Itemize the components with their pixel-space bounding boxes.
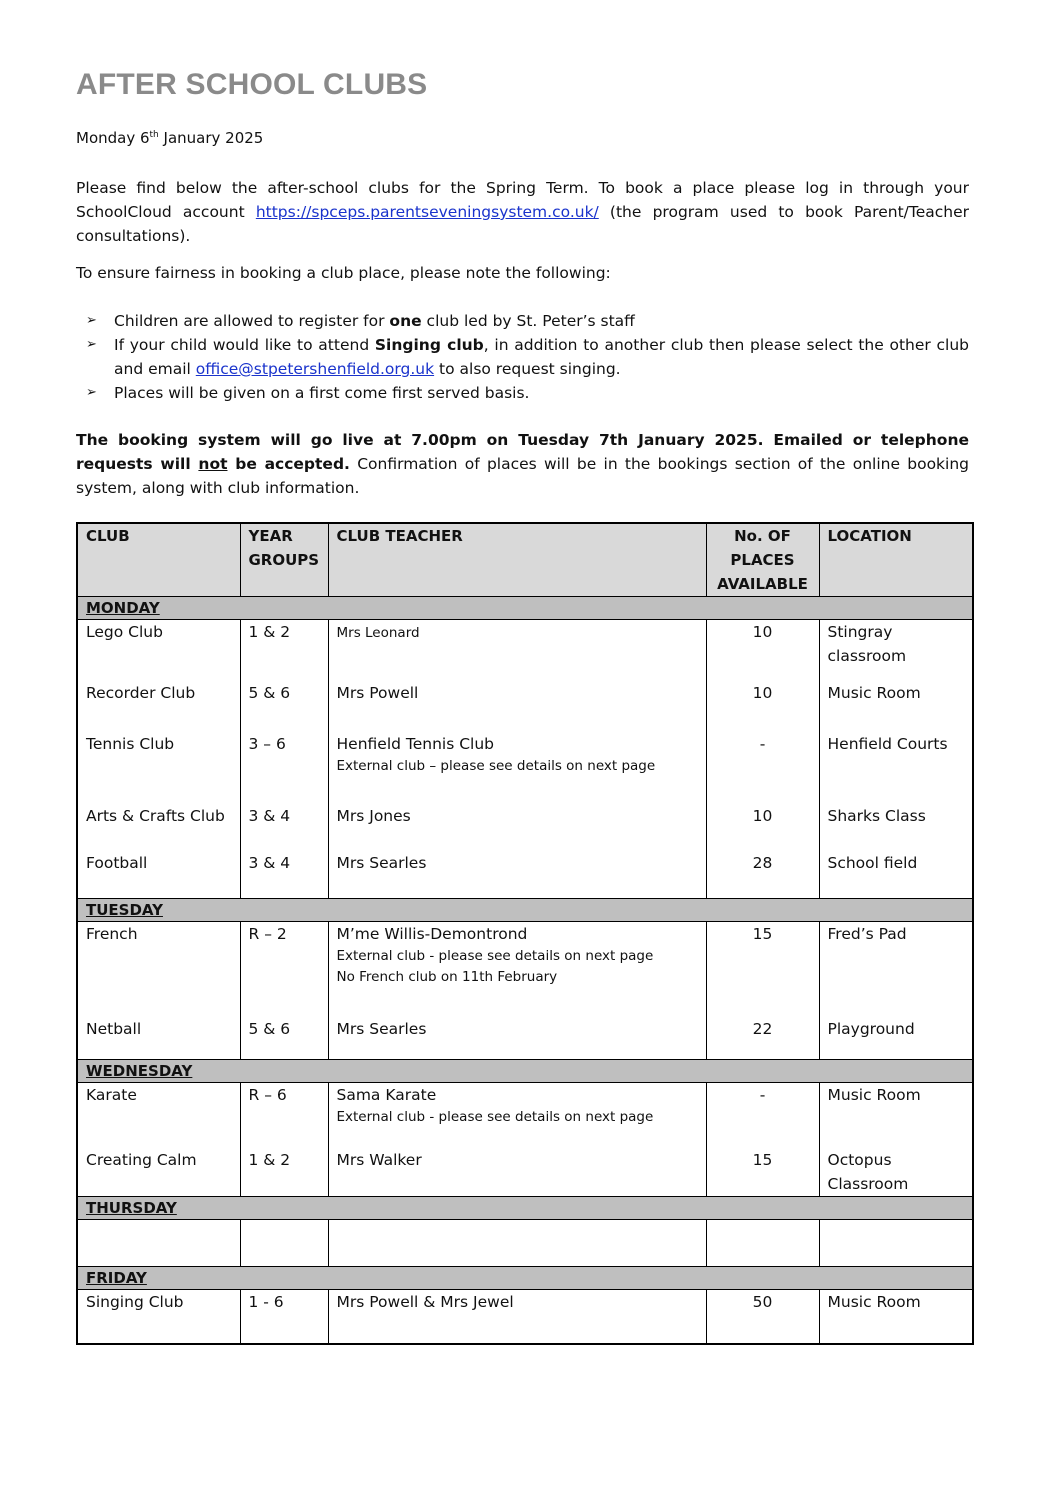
places-available-cell: -	[706, 732, 819, 804]
table-row	[77, 620, 973, 681]
booking-go-live-text: The booking system will go live at 7.00pm on Tuesday 7th January 2025. Emailed or telephone requests will	[76, 431, 969, 473]
list-item	[76, 381, 969, 405]
day-label: FRIDAY	[86, 1268, 147, 1287]
location-cell	[819, 1219, 973, 1266]
year-groups-cell: 3 & 4	[240, 851, 328, 899]
clubs-table	[76, 522, 974, 1345]
places-available-cell: 50	[706, 1289, 819, 1344]
location-cell: Playground	[819, 1017, 973, 1060]
club-name-cell: Singing Club	[77, 1289, 240, 1344]
teacher-name: M’me Willis-Demontrond	[336, 925, 528, 943]
table-row	[77, 851, 973, 899]
booking-accepted-text: be accepted.	[227, 455, 350, 473]
club-teacher-cell	[328, 1083, 706, 1148]
year-groups-cell: 1 & 2	[240, 1148, 328, 1197]
fairness-note: To ensure fairness in booking a club place, please note the following:	[76, 264, 611, 282]
club-name-cell: Arts & Crafts Club	[77, 804, 240, 851]
location-cell: School field	[819, 851, 973, 899]
header-places-line3: AVAILABLE	[717, 575, 808, 593]
rules-list	[76, 309, 969, 405]
club-name-cell: Creating Calm	[77, 1148, 240, 1197]
club-teacher-cell	[328, 851, 706, 899]
table-row	[77, 1083, 973, 1148]
year-groups-cell: R – 6	[240, 1083, 328, 1148]
teacher-name: Mrs Searles	[336, 1019, 427, 1038]
intro-text-end: (the program used to book Parent/Teacher consultations).	[76, 203, 969, 245]
places-available-cell: -	[706, 1083, 819, 1148]
booking-paragraph	[76, 428, 969, 500]
header-places-line1: No. OF	[734, 527, 791, 545]
club-teacher-cell	[328, 1219, 706, 1266]
schoolcloud-link[interactable]: https://spceps.parentseveningsystem.co.uk/	[255, 203, 599, 221]
arrow-bullet-icon: ➢	[86, 337, 97, 352]
teacher-name: Mrs Leonard	[336, 625, 420, 641]
location-cell: Stingray classroom	[819, 620, 973, 681]
header-year-line2: GROUPS	[248, 551, 320, 569]
club-teacher-cell	[328, 620, 706, 681]
club-teacher-cell	[328, 1148, 706, 1197]
club-name-cell: Recorder Club	[77, 681, 240, 732]
office-email-link[interactable]: office@stpetershenfield.org.uk	[195, 360, 435, 378]
list-item	[76, 309, 969, 333]
teacher-name: Mrs Walker	[336, 1150, 422, 1169]
day-label: TUESDAY	[86, 901, 163, 919]
day-header-row	[77, 1196, 973, 1219]
rule-text: Places will be given on a first come first served basis.	[114, 384, 530, 402]
arrow-bullet-icon: ➢	[86, 313, 97, 328]
location-cell: Fred’s Pad	[819, 922, 973, 1017]
day-header-cell	[77, 1196, 973, 1219]
teacher-name: Henfield Tennis Club	[336, 734, 495, 753]
day-label: WEDNESDAY	[86, 1062, 193, 1080]
location-cell: Music Room	[819, 1083, 973, 1148]
header-year-groups	[240, 523, 328, 597]
year-groups-cell: 1 & 2	[240, 620, 328, 681]
intro-text: Please find below the after-school clubs for the Spring Term. To book a place please log in through your SchoolCloud account	[76, 179, 969, 221]
places-available-cell: 15	[706, 922, 819, 1017]
table-row	[77, 1148, 973, 1197]
places-available-cell	[706, 1219, 819, 1266]
club-name-cell: French	[77, 922, 240, 1017]
places-available-cell: 28	[706, 851, 819, 899]
day-label: MONDAY	[86, 599, 160, 617]
header-location: LOCATION	[819, 523, 973, 597]
table-row	[77, 804, 973, 851]
date-day: Monday 6	[76, 129, 150, 147]
club-note: External club - please see details on next page	[336, 1109, 654, 1125]
table-row	[77, 1289, 973, 1344]
table-row	[77, 1219, 973, 1266]
year-groups-cell: R – 2	[240, 922, 328, 1017]
rule-text: If your child would like to attend	[114, 336, 375, 354]
year-groups-cell: 1 - 6	[240, 1289, 328, 1344]
intro-paragraph	[76, 176, 969, 248]
club-name-cell: Netball	[77, 1017, 240, 1060]
year-groups-cell: 3 & 4	[240, 804, 328, 851]
year-groups-cell: 3 – 6	[240, 732, 328, 804]
club-name-cell: Football	[77, 851, 240, 899]
header-club-teacher: CLUB TEACHER	[328, 523, 706, 597]
day-header-cell	[77, 597, 973, 620]
teacher-name: Sama Karate	[336, 1086, 437, 1104]
location-cell: Sharks Class	[819, 804, 973, 851]
day-header-cell	[77, 899, 973, 922]
table-row	[77, 681, 973, 732]
date-month-year: January 2025	[158, 129, 264, 147]
table-header-row	[77, 523, 973, 597]
page-title: AFTER SCHOOL CLUBS	[76, 68, 428, 101]
rule-text-mid: , in addition to another club then please select the other club and email	[114, 336, 970, 378]
club-teacher-cell	[328, 922, 706, 1017]
date-ordinal: th	[149, 130, 159, 140]
year-groups-cell: 5 & 6	[240, 681, 328, 732]
table-row	[77, 922, 973, 1017]
header-places-line2: PLACES	[730, 551, 795, 569]
location-cell: Music Room	[819, 681, 973, 732]
day-header-row	[77, 597, 973, 620]
booking-confirmation-text: Confirmation of places will be in the bookings section of the online booking system, along with club information.	[76, 455, 970, 497]
rule-text-end: to also request singing.	[434, 360, 621, 378]
day-header-cell	[77, 1266, 973, 1289]
location-cell: Octopus Classroom	[819, 1148, 973, 1197]
club-teacher-cell	[328, 1289, 706, 1344]
list-item	[76, 333, 969, 381]
clubs-table-body	[77, 597, 973, 1345]
table-row	[77, 1017, 973, 1060]
club-note-extra: No French club on 11th February	[336, 969, 558, 985]
places-available-cell: 10	[706, 681, 819, 732]
places-available-cell: 10	[706, 804, 819, 851]
rule-emphasis: Singing club	[374, 336, 484, 354]
club-name-cell	[77, 1219, 240, 1266]
day-header-row	[77, 1266, 973, 1289]
club-teacher-cell	[328, 1017, 706, 1060]
teacher-name: Mrs Searles	[336, 853, 427, 872]
club-note: External club – please see details on next page	[336, 757, 656, 774]
letter-date	[76, 129, 263, 147]
year-groups-cell	[240, 1219, 328, 1266]
club-teacher-cell	[328, 804, 706, 851]
club-teacher-cell	[328, 681, 706, 732]
club-note: External club - please see details on next page	[336, 948, 654, 964]
club-name-cell: Lego Club	[77, 620, 240, 681]
club-name-cell: Tennis Club	[77, 732, 240, 804]
location-cell: Music Room	[819, 1289, 973, 1344]
year-groups-cell: 5 & 6	[240, 1017, 328, 1060]
teacher-name: Mrs Powell & Mrs Jewel	[336, 1292, 514, 1311]
teacher-name: Mrs Powell	[336, 683, 419, 702]
club-teacher-cell	[328, 732, 706, 804]
rule-emphasis: one	[389, 312, 422, 330]
arrow-bullet-icon: ➢	[86, 385, 97, 400]
rule-text: Children are allowed to register for	[114, 312, 390, 330]
booking-not-text: not	[198, 455, 228, 473]
day-header-row	[77, 1060, 973, 1083]
location-cell: Henfield Courts	[819, 732, 973, 804]
day-label: THURSDAY	[86, 1198, 177, 1217]
rule-text-end: club led by St. Peter’s staff	[421, 312, 635, 330]
table-row	[77, 732, 973, 804]
places-available-cell: 22	[706, 1017, 819, 1060]
teacher-name: Mrs Jones	[336, 806, 411, 825]
header-club: CLUB	[77, 523, 240, 597]
header-year-line1: YEAR	[248, 527, 293, 545]
club-name-cell: Karate	[77, 1083, 240, 1148]
places-available-cell: 10	[706, 620, 819, 681]
header-places	[706, 523, 819, 597]
day-header-cell	[77, 1060, 973, 1083]
places-available-cell: 15	[706, 1148, 819, 1197]
day-header-row	[77, 899, 973, 922]
